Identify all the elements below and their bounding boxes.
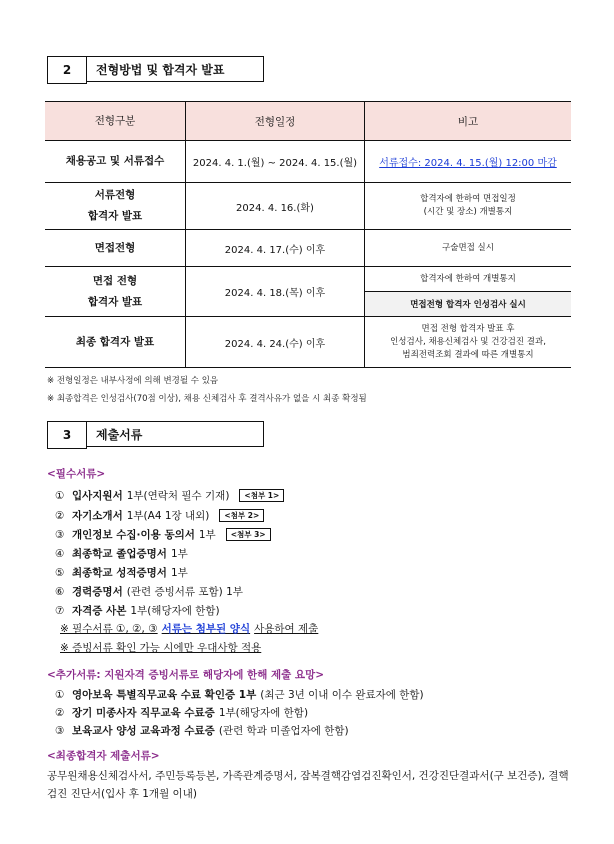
stage-line: 합격자 발표 — [87, 210, 143, 222]
section-2-header — [47, 56, 264, 84]
item-detail: (최근 3년 이내 이수 완료자에 한함) — [260, 689, 424, 701]
required-docs-heading: <필수서류> — [47, 468, 106, 480]
final-docs-heading: <최종합격자 제출서류> — [47, 750, 160, 762]
item-detail: 1부 — [198, 529, 216, 541]
item-number: ① — [55, 688, 65, 701]
attachment-tag: <첨부 2> — [219, 509, 264, 522]
note-cell — [365, 317, 572, 368]
table-row — [45, 230, 571, 267]
item-name: 최종학교 성적증명서 — [72, 567, 167, 579]
attachment-tag: <첨부 1> — [239, 489, 284, 502]
item-number: ⑦ — [55, 604, 65, 617]
item-number: ④ — [55, 547, 65, 560]
list-item — [55, 584, 243, 599]
item-name: 경력증명서 — [72, 586, 123, 598]
list-item — [55, 705, 308, 720]
schedule-table — [45, 101, 571, 368]
stage-cell — [45, 183, 186, 230]
final-docs-text: 공무원채용신체검사서, 주민등록등본, 가족관계증명서, 잠복결핵감염검진확인서, 건강진단결과서(구 보건증), 결핵검진 진단서(입사 후 1개월 이내) — [47, 770, 569, 800]
note-line: 면접 전형 합격자 발표 후 — [421, 323, 515, 334]
item-detail: (관련 학과 미졸업자에 한함) — [218, 725, 349, 737]
list-item — [55, 603, 220, 618]
item-number: ① — [55, 489, 65, 502]
section-3-header — [47, 421, 264, 449]
remark-prefix: ※ 필수서류 ①, ②, ③ — [60, 623, 158, 635]
stage-cell: 최종 합격자 발표 — [45, 317, 186, 368]
item-number: ② — [55, 706, 65, 719]
stage-line: 서류전형 — [94, 189, 136, 201]
item-number: ③ — [55, 528, 65, 541]
item-detail: 1부(연락처 필수 기재) — [126, 490, 230, 502]
section-number: 3 — [47, 421, 87, 449]
item-name: 보육교사 양성 교육과정 수료증 — [72, 725, 215, 737]
note-line: 합격자에 한하여 면접일정 — [420, 194, 516, 204]
final-pass-note: ※ 최종합격은 인성검사(70점 이상), 채용 신체검사 후 결격사유가 없을 시 최종 확정됨 — [47, 394, 367, 404]
note-line: 인성검사, 채용신체검사 및 건강검진 결과, — [390, 336, 546, 347]
schedule-note: ※ 전형일정은 내부사정에 의해 변경될 수 있음 — [47, 376, 219, 386]
item-name: 최종학교 졸업증명서 — [72, 548, 167, 560]
section-number: 2 — [47, 56, 87, 84]
list-item — [55, 687, 424, 702]
section-title: 제출서류 — [87, 421, 264, 447]
table-row — [45, 317, 571, 368]
note-cell: 합격자에 한하여 개별통지 — [365, 267, 572, 292]
column-header: 비고 — [365, 102, 572, 141]
note-line: (시간 및 장소) 개별통지 — [423, 207, 513, 217]
note-cell — [365, 183, 572, 230]
remark-emphasis: 서류는 첨부된 양식 — [161, 623, 251, 635]
attachment-remark — [60, 621, 318, 636]
item-number: ② — [55, 509, 65, 522]
item-number: ⑥ — [55, 585, 65, 598]
remark-suffix: 사용하여 제출 — [254, 623, 319, 635]
date-cell: 2024. 4. 18.(목) 이후 — [186, 267, 365, 317]
item-name: 개인정보 수집·이용 동의서 — [72, 529, 195, 541]
note-cell — [365, 141, 572, 183]
list-item — [55, 527, 271, 542]
item-name: 장기 미종사자 직무교육 수료증 — [72, 707, 215, 719]
column-header: 전형일정 — [186, 102, 365, 141]
stage-cell — [45, 267, 186, 317]
item-name: 영아보육 특별직무교육 수료 확인증 1부 — [72, 689, 257, 701]
note-line: 범죄전력조회 결과에 따른 개별통지 — [402, 349, 534, 360]
item-detail: (관련 증빙서류 포함) 1부 — [126, 586, 243, 598]
date-cell: 2024. 4. 16.(화) — [186, 183, 365, 230]
attachment-tag: <첨부 3> — [226, 528, 271, 541]
note-cell: 구술면접 실시 — [365, 230, 572, 267]
table-header-row — [45, 102, 571, 141]
item-detail: 1부 — [170, 548, 188, 560]
stage-cell: 채용공고 및 서류접수 — [45, 141, 186, 183]
list-item — [55, 488, 284, 503]
table-row — [45, 141, 571, 183]
date-cell: 2024. 4. 17.(수) 이후 — [186, 230, 365, 267]
list-item — [55, 546, 188, 561]
item-detail: 1부 — [170, 567, 188, 579]
table-row — [45, 267, 571, 292]
item-name: 자기소개서 — [72, 510, 123, 522]
item-detail: 1부(해당자에 한함) — [218, 707, 309, 719]
item-detail: 1부(A4 1장 내외) — [126, 510, 210, 522]
date-cell: 2024. 4. 24.(수) 이후 — [186, 317, 365, 368]
item-name: 입사지원서 — [72, 490, 123, 502]
list-item — [55, 723, 349, 738]
item-number: ⑤ — [55, 566, 65, 579]
preference-remark: ※ 증빙서류 확인 가능 시에만 우대사항 적용 — [60, 642, 262, 654]
item-number: ③ — [55, 724, 65, 737]
section-title: 전형방법 및 합격자 발표 — [87, 56, 264, 82]
item-name: 자격증 사본 — [72, 605, 127, 617]
additional-docs-heading: <추가서류: 지원자격 증빙서류로 해당자에 한해 제출 요망> — [47, 669, 325, 681]
date-cell: 2024. 4. 1.(월) ~ 2024. 4. 15.(월) — [186, 141, 365, 183]
stage-cell: 면접전형 — [45, 230, 186, 267]
stage-line: 합격자 발표 — [87, 295, 143, 308]
deadline-link[interactable]: 서류접수: 2024. 4. 15.(월) 12:00 마감 — [379, 158, 557, 169]
list-item — [55, 565, 188, 580]
note-cell-highlight: 면접전형 합격자 인성검사 실시 — [365, 292, 572, 317]
column-header: 전형구분 — [45, 102, 186, 141]
item-detail: 1부(해당자에 한함) — [130, 605, 220, 617]
table-row — [45, 183, 571, 230]
list-item — [55, 508, 264, 523]
stage-line: 면접 전형 — [92, 274, 138, 287]
